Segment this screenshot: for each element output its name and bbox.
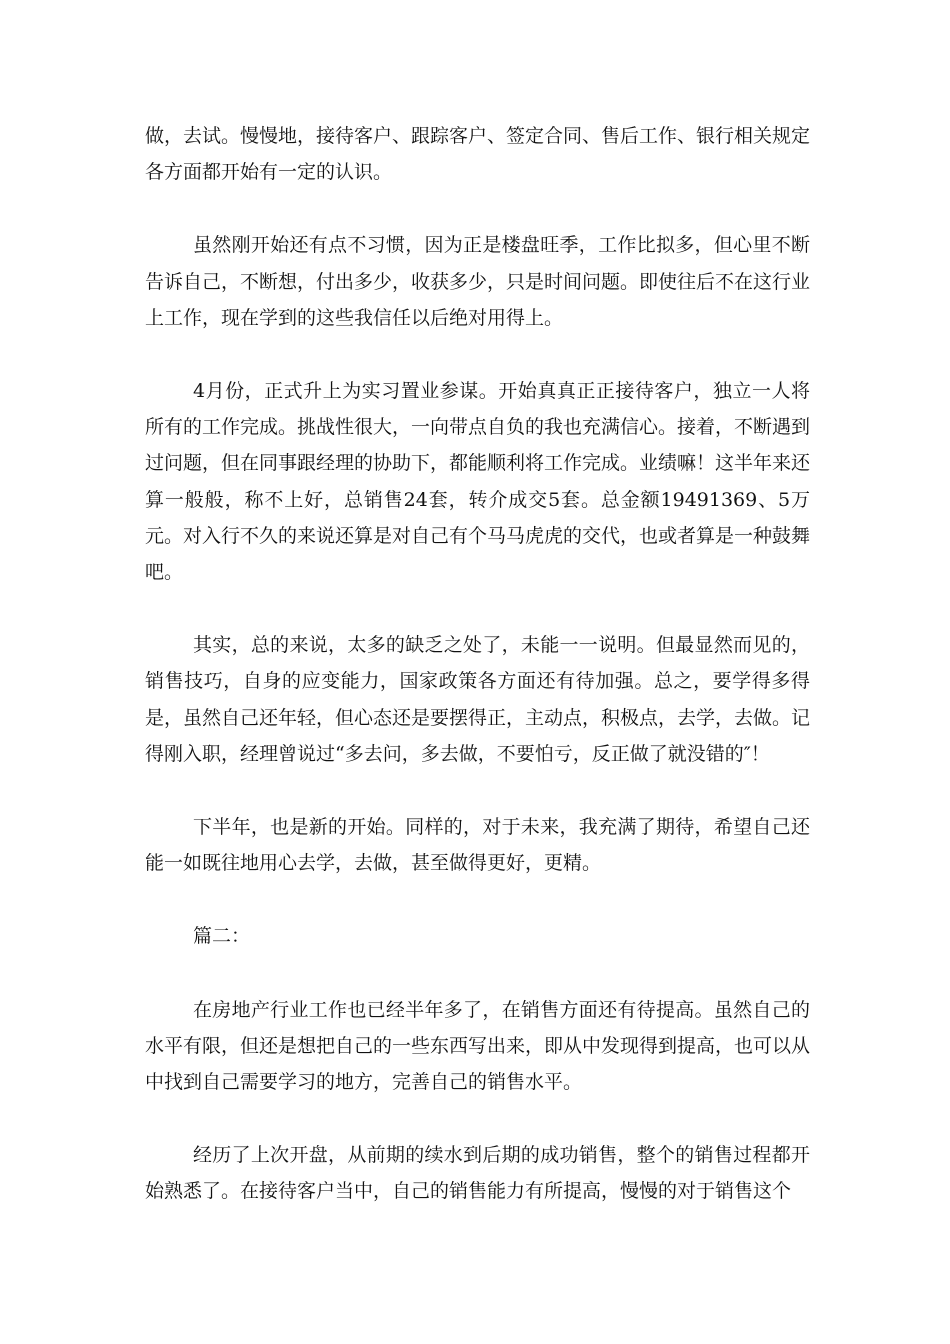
paragraph-2: 虽然刚开始还有点不习惯，因为正是楼盘旺季，工作比拟多，但心里不断告诉自己，不断想，付出多少，收获多少，只是时间问题。即使往后不在这行业上工作，现在学到的这些我信任以后绝对用得上。 (145, 234, 811, 329)
paragraph-5: 下半年，也是新的开始。同样的，对于未来，我充满了期待，希望自己还能一如既往地用心去学，去做，甚至做得更好，更精。 (145, 816, 810, 875)
document-page (145, 118, 810, 1247)
paragraph-3: 4月份，正式升上为实习置业参谋。开始真真正正接待客户，独立一人将所有的工作完成。挑战性很大，一向带点自负的我也充满信心。接着，不断遇到过问题，但在同事跟经理的协助下，都能顺利将工作完成。业绩嘛！这半年来还算一般般，称不上好，总销售24套，转介成交5套。总金额19491369、5万元。对入行不久的来说还算是对自己有个马马虎虎的交代，也或者算是一种鼓舞吧。 (145, 380, 811, 584)
section-heading: 篇二： (193, 925, 251, 948)
paragraph-4: 其实，总的来说，太多的缺乏之处了，未能一一说明。但最显然而见的，销售技巧，自身的应变能力，国家政策各方面还有待加强。总之，要学得多得是，虽然自己还年轻，但心态还是要摆得正，主动点，积极点，去学，去做。记得刚入职，经理曾说过“多去问，多去做，不要怕亏，反正做了就没错的″！ (145, 634, 811, 765)
paragraph-7: 经历了上次开盘，从前期的续水到后期的成功销售，整个的销售过程都开始熟悉了。在接待客户当中，自己的销售能力有所提高，慢慢的对于销售这个 (145, 1144, 810, 1203)
paragraph-6: 在房地产行业工作也已经半年多了，在销售方面还有待提高。虽然自己的水平有限，但还是想把自己的一些东西写出来，即从中发现得到提高，也可以从中找到自己需要学习的地方，完善自己的销售水平。 (145, 998, 811, 1094)
paragraph-1: 做，去试。慢慢地，接待客户、跟踪客户、签定合同、售后工作、银行相关规定各方面都开始有一定的认识。 (145, 125, 811, 184)
